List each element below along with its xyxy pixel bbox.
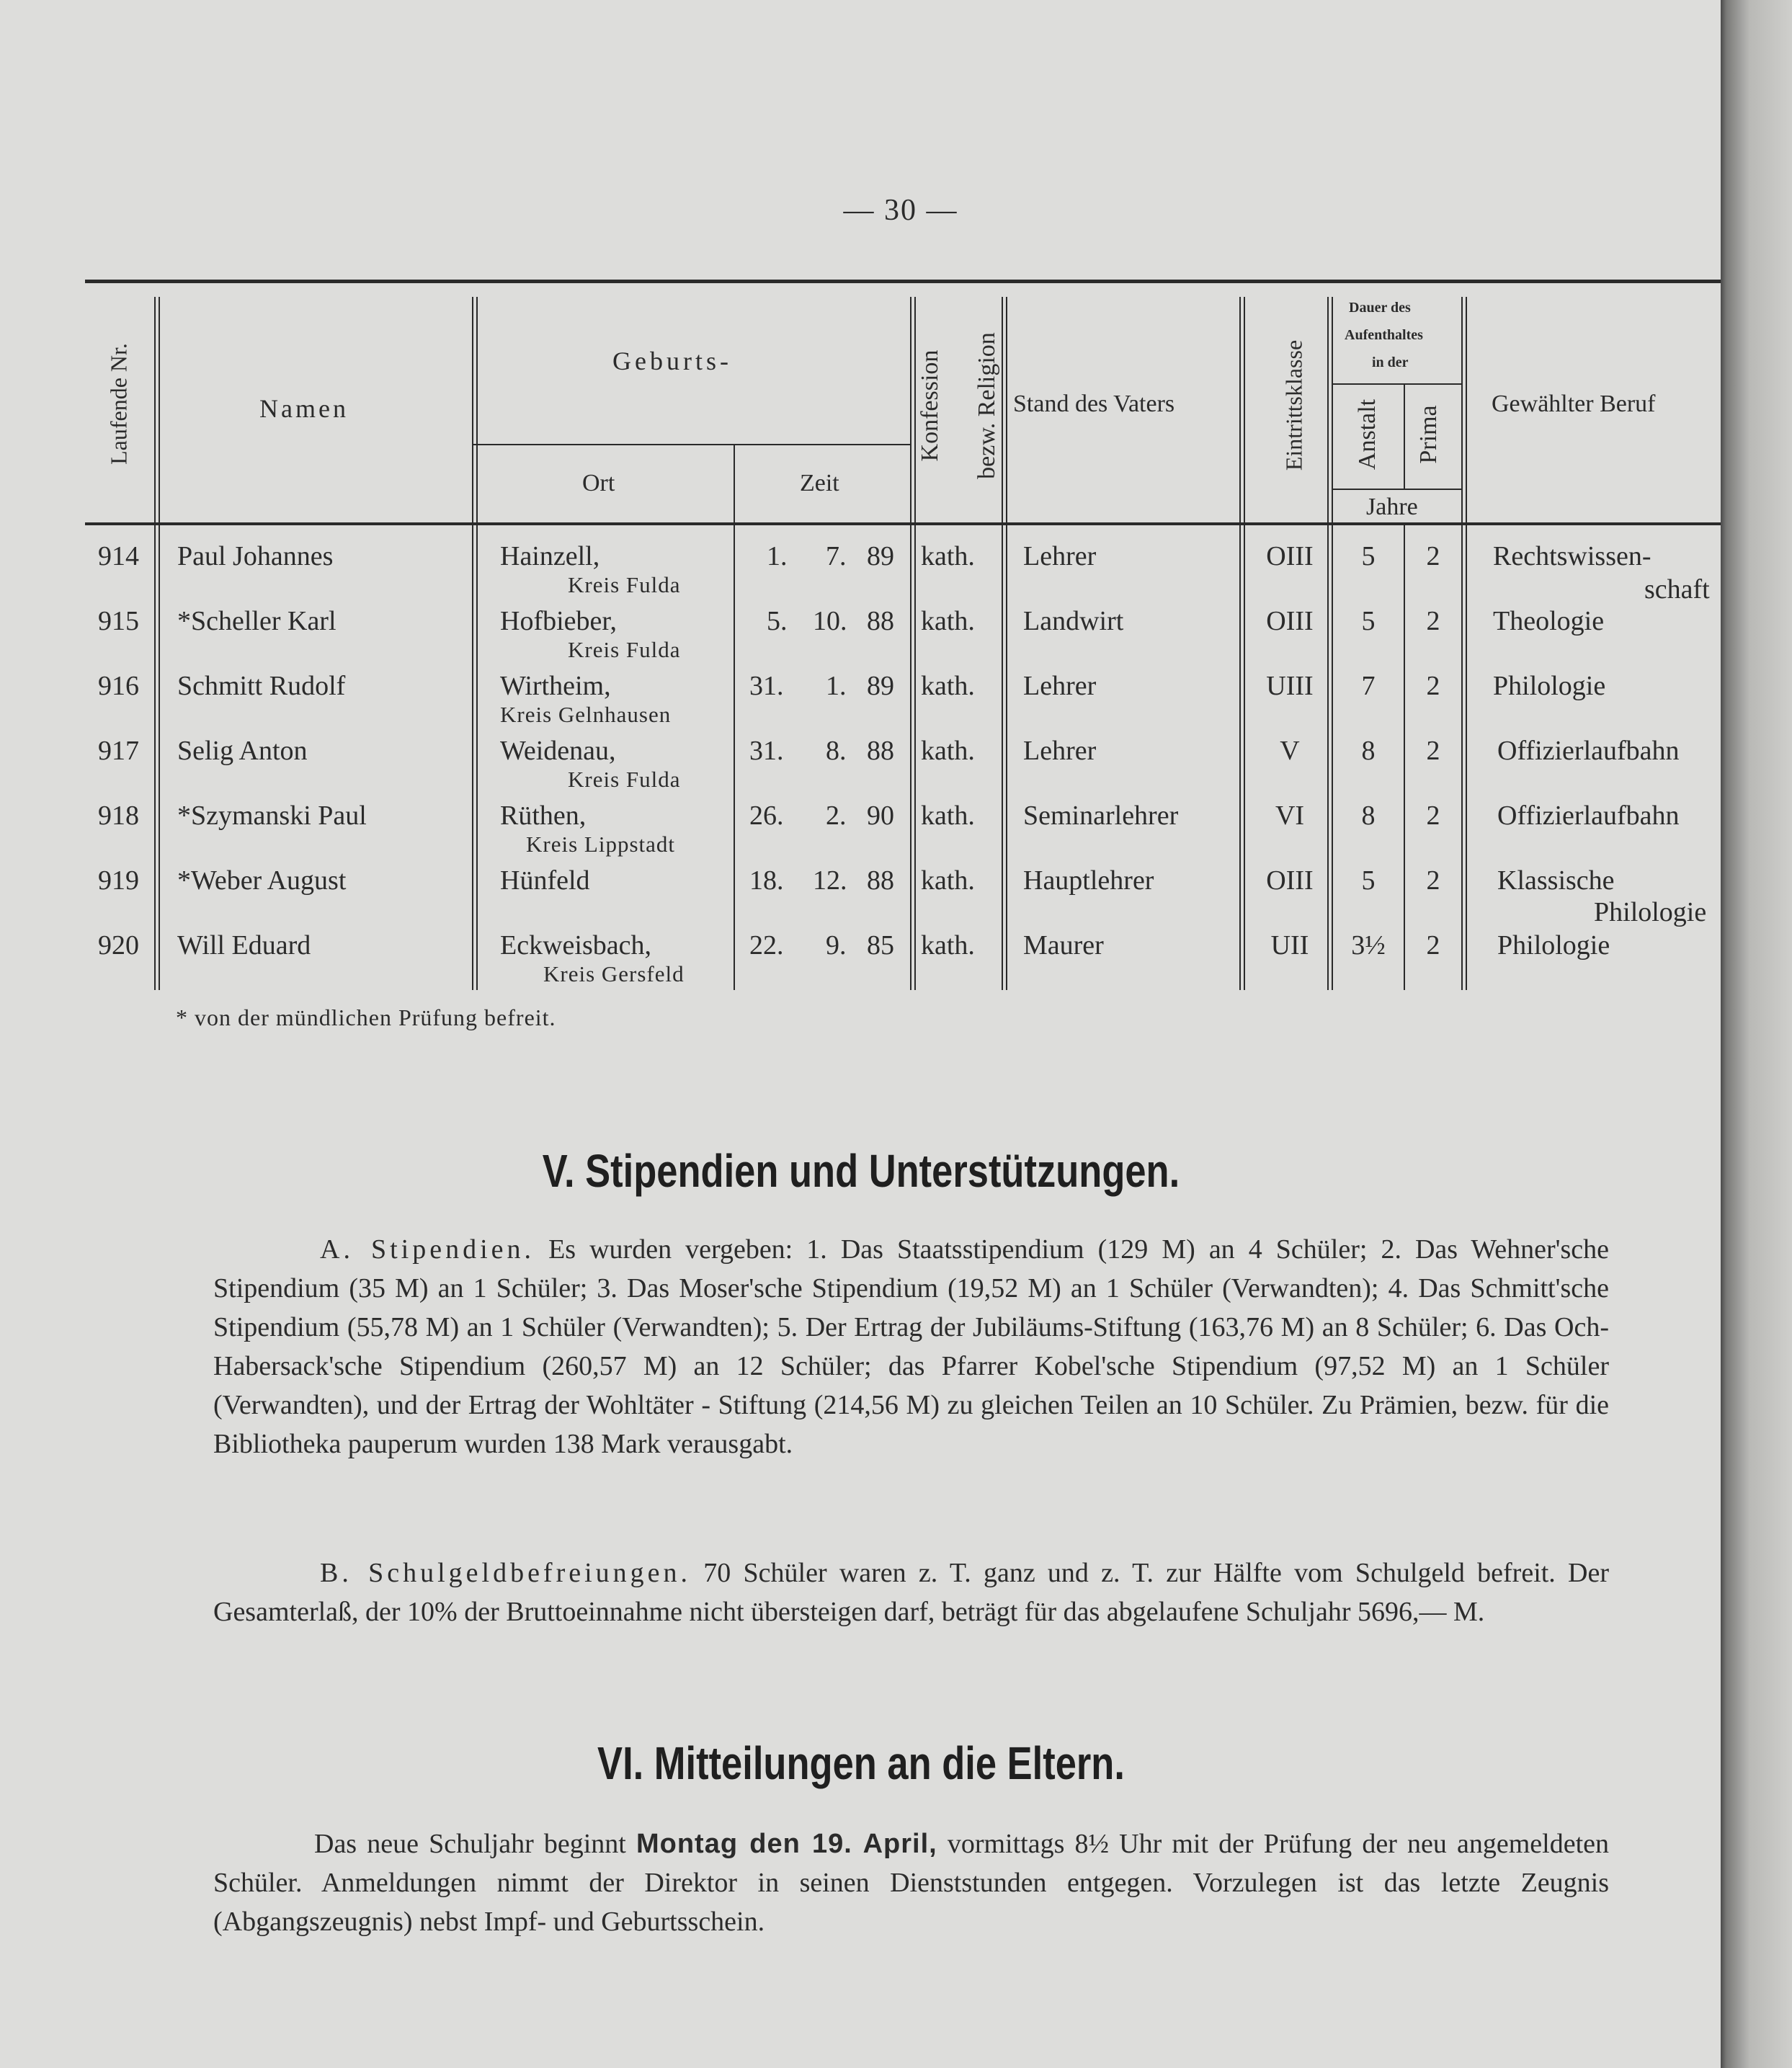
header-stand: Stand des Vaters xyxy=(1013,391,1175,417)
row-tag: 5. xyxy=(767,606,788,636)
row-name: *Scheller Karl xyxy=(177,606,336,636)
header-beruf: Gewählter Beruf xyxy=(1492,391,1656,417)
row-jahr: 89 xyxy=(867,671,894,701)
section-5-paragraph-a xyxy=(213,1230,1609,1463)
row-ort: Hofbieber, xyxy=(500,606,618,636)
row-konf: kath. xyxy=(921,801,975,831)
row-name: *Weber August xyxy=(177,865,347,896)
header-prima: Prima xyxy=(1415,405,1442,464)
row-nr: 919 xyxy=(98,865,139,896)
col-rule xyxy=(1466,297,1467,990)
row-prima: 2 xyxy=(1426,801,1440,831)
col-rule xyxy=(914,297,916,990)
row-kreis: Kreis Fulda xyxy=(568,637,681,662)
row-monat: 8. xyxy=(826,736,847,766)
row-stand: Landwirt xyxy=(1023,606,1124,636)
header-jahre: Jahre xyxy=(1366,494,1418,520)
paragraph-6-date: Montag den 19. April, xyxy=(636,1829,937,1859)
header-dauer-2: Aufenthaltes xyxy=(1345,327,1423,343)
row-beruf: Philologie xyxy=(1497,930,1610,961)
row-ort: Hainzell, xyxy=(500,541,600,571)
row-stand: Maurer xyxy=(1023,930,1104,961)
row-name: Paul Johannes xyxy=(177,541,334,571)
row-stand: Lehrer xyxy=(1023,736,1097,766)
row-kreis: Kreis Fulda xyxy=(568,572,681,597)
row-tag: 1. xyxy=(767,541,788,571)
row-monat: 12. xyxy=(813,865,847,896)
row-ort: Weidenau, xyxy=(500,736,616,766)
row-ort: Eckweisbach, xyxy=(500,930,651,961)
row-tag: 31. xyxy=(749,671,784,701)
row-kreis: Kreis Lippstadt xyxy=(526,832,675,857)
row-anstalt: 5 xyxy=(1361,865,1376,896)
paragraph-6-text-after: vormittags 8½ Uhr mit der Prüfung der neu angemeldeten Schüler. Anmeldungen nimmt der Direktor in seinen Dienststunden entgegen. Vorzulegen ist das letzte Zeugnis (Abgangszeugnis) nebst Impf- und Geburtsschein. xyxy=(213,1829,1610,1937)
row-anstalt: 5 xyxy=(1361,606,1376,636)
row-anstalt: 8 xyxy=(1361,736,1376,766)
row-stand: Lehrer xyxy=(1023,671,1097,701)
row-beruf: Klassische xyxy=(1497,865,1615,896)
header-dauer-3: in der xyxy=(1372,355,1409,370)
page-number: — 30 — xyxy=(843,194,958,227)
header-ort: Ort xyxy=(582,470,615,496)
row-nr: 917 xyxy=(98,736,139,766)
table-top-rule xyxy=(85,280,1721,283)
row-kreis: Kreis Gersfeld xyxy=(543,961,685,986)
row-stand: Lehrer xyxy=(1023,541,1097,571)
row-prima: 2 xyxy=(1426,606,1440,636)
row-tag: 26. xyxy=(749,801,784,831)
paragraph-b-text: 70 Schüler waren z. T. ganz und z. T. zur Hälfte vom Schulgeld befreit. Der Gesamterlaß, der 10% der Bruttoeinnahme nicht übersteigen darf, beträgt für das abgelaufene Schuljahr 5696,— M. xyxy=(213,1558,1610,1627)
row-stand: Hauptlehrer xyxy=(1023,865,1154,896)
row-anstalt: 5 xyxy=(1361,541,1376,571)
row-name: Will Eduard xyxy=(177,930,311,961)
paragraph-a-label: A. Stipendien. xyxy=(320,1234,535,1265)
row-konf: kath. xyxy=(921,671,975,701)
col-rule xyxy=(1239,297,1241,990)
section-5-title: V. Stipendien und Unterstützungen. xyxy=(542,1145,1180,1197)
header-anstalt: Anstalt xyxy=(1354,398,1381,471)
row-konf: kath. xyxy=(921,736,975,766)
row-klasse: UIII xyxy=(1266,671,1314,701)
col-rule xyxy=(1006,297,1007,990)
row-jahr: 88 xyxy=(867,865,894,896)
row-prima: 2 xyxy=(1426,930,1440,961)
header-dauer-1: Dauer des xyxy=(1349,300,1411,316)
row-tag: 22. xyxy=(749,930,784,961)
row-konf: kath. xyxy=(921,865,975,896)
col-rule xyxy=(1404,383,1405,489)
col-rule xyxy=(472,297,473,990)
col-rule xyxy=(1461,297,1463,990)
section-5-paragraph-b xyxy=(213,1554,1609,1631)
row-monat: 1. xyxy=(826,671,847,701)
row-ort: Wirtheim, xyxy=(500,671,611,701)
row-nr: 914 xyxy=(98,541,139,571)
row-ort: Hünfeld xyxy=(500,865,590,896)
row-prima: 2 xyxy=(1426,865,1440,896)
row-klasse: OIII xyxy=(1266,606,1314,636)
header-geburts: Geburts- xyxy=(612,347,732,375)
row-nr: 920 xyxy=(98,930,139,961)
row-name: Schmitt Rudolf xyxy=(177,671,346,701)
row-prima: 2 xyxy=(1426,671,1440,701)
row-beruf: Theologie xyxy=(1493,606,1605,636)
row-jahr: 88 xyxy=(867,606,894,636)
header-eintrittsklasse: Eintrittsklasse xyxy=(1280,339,1307,471)
row-prima: 2 xyxy=(1426,736,1440,766)
paragraph-a-text: Es wurden vergeben: 1. Das Staatsstipendium (129 M) an 4 Schüler; 2. Das Wehner'sche Stipendium (35 M) an 1 Schüler; 3. Das Moser'sche Stipendium (19,52 M) an 1 Schüler (Verwandten); 4. Das Schmitt'sche Stipendium (55,78 M) an 1 Schüler (Verwandten); 5. Der Ertrag der Jubiläums-Stiftung (163,76 M) an 8 Schüler; 6. Das Och-Habersack'sche Stipendium (260,57 M) an 12 Schüler; das Pfarrer Kobel'sche Stipendium (97,52 M) an 1 Schüler (Verwandten), und der Ertrag der Wohltäter - Stiftung (214,56 M) zu gleichen Teilen an 10 Schüler. Zu Prämien, bezw. für die Bibliotheka pauperum wurden 138 Mark verausgabt. xyxy=(213,1234,1610,1459)
geburts-subrule xyxy=(472,444,910,445)
row-beruf: Rechtswissen- xyxy=(1493,541,1651,571)
col-rule xyxy=(1327,297,1329,990)
col-rule xyxy=(1002,297,1003,990)
row-konf: kath. xyxy=(921,541,975,571)
row-konf: kath. xyxy=(921,606,975,636)
row-nr: 918 xyxy=(98,801,139,831)
row-klasse: OIII xyxy=(1266,541,1314,571)
row-nr: 916 xyxy=(98,671,139,701)
table-header-rule xyxy=(85,522,1721,525)
header-konfession: Konfession xyxy=(917,349,943,462)
col-rule xyxy=(910,297,911,990)
row-kreis: Kreis Gelnhausen xyxy=(500,702,672,727)
row-anstalt: 3½ xyxy=(1351,930,1386,961)
row-name: *Szymanski Paul xyxy=(177,801,367,831)
row-klasse: OIII xyxy=(1266,865,1314,896)
row-beruf-cont: Philologie xyxy=(1594,897,1707,927)
jahre-subrule xyxy=(1332,489,1461,490)
row-jahr: 88 xyxy=(867,736,894,766)
row-monat: 2. xyxy=(826,801,847,831)
row-jahr: 90 xyxy=(867,801,894,831)
col-rule xyxy=(734,444,735,990)
row-jahr: 85 xyxy=(867,930,894,961)
page-binding-edge xyxy=(1721,0,1792,2068)
paragraph-b-label: B. Schulgeldbefreiungen. xyxy=(320,1558,692,1588)
row-kreis: Kreis Fulda xyxy=(568,767,681,792)
row-klasse: V xyxy=(1280,736,1300,766)
col-rule xyxy=(159,297,160,990)
row-klasse: VI xyxy=(1275,801,1305,831)
col-rule xyxy=(1244,297,1245,990)
row-tag: 31. xyxy=(749,736,784,766)
header-namen: Namen xyxy=(259,394,349,423)
row-jahr: 89 xyxy=(867,541,894,571)
header-laufende-nr: Laufende Nr. xyxy=(105,343,132,465)
row-klasse: UII xyxy=(1270,930,1309,961)
row-anstalt: 8 xyxy=(1361,801,1376,831)
row-tag: 18. xyxy=(749,865,784,896)
row-prima: 2 xyxy=(1426,541,1440,571)
section-6-title: VI. Mitteilungen an die Eltern. xyxy=(597,1737,1125,1789)
row-monat: 9. xyxy=(826,930,847,961)
col-rule xyxy=(154,297,156,990)
section-6-paragraph xyxy=(213,1824,1609,1941)
row-beruf: Offizierlaufbahn xyxy=(1497,736,1680,766)
col-rule xyxy=(476,297,478,990)
row-nr: 915 xyxy=(98,606,139,636)
row-beruf-cont: schaft xyxy=(1644,574,1710,605)
row-konf: kath. xyxy=(921,930,975,961)
row-beruf: Offizierlaufbahn xyxy=(1497,801,1680,831)
row-monat: 10. xyxy=(813,606,847,636)
table-footnote: * von der mündlichen Prüfung befreit. xyxy=(176,1004,556,1030)
row-monat: 7. xyxy=(826,541,847,571)
header-religion: bezw. Religion xyxy=(973,332,1000,479)
header-zeit: Zeit xyxy=(800,470,839,496)
dauer-subrule xyxy=(1332,383,1461,385)
row-beruf: Philologie xyxy=(1493,671,1606,701)
row-ort: Rüthen, xyxy=(500,801,587,831)
row-anstalt: 7 xyxy=(1361,671,1376,701)
row-stand: Seminarlehrer xyxy=(1023,801,1179,831)
paragraph-6-text-before: Das neue Schuljahr beginnt xyxy=(314,1829,626,1859)
row-name: Selig Anton xyxy=(177,736,308,766)
